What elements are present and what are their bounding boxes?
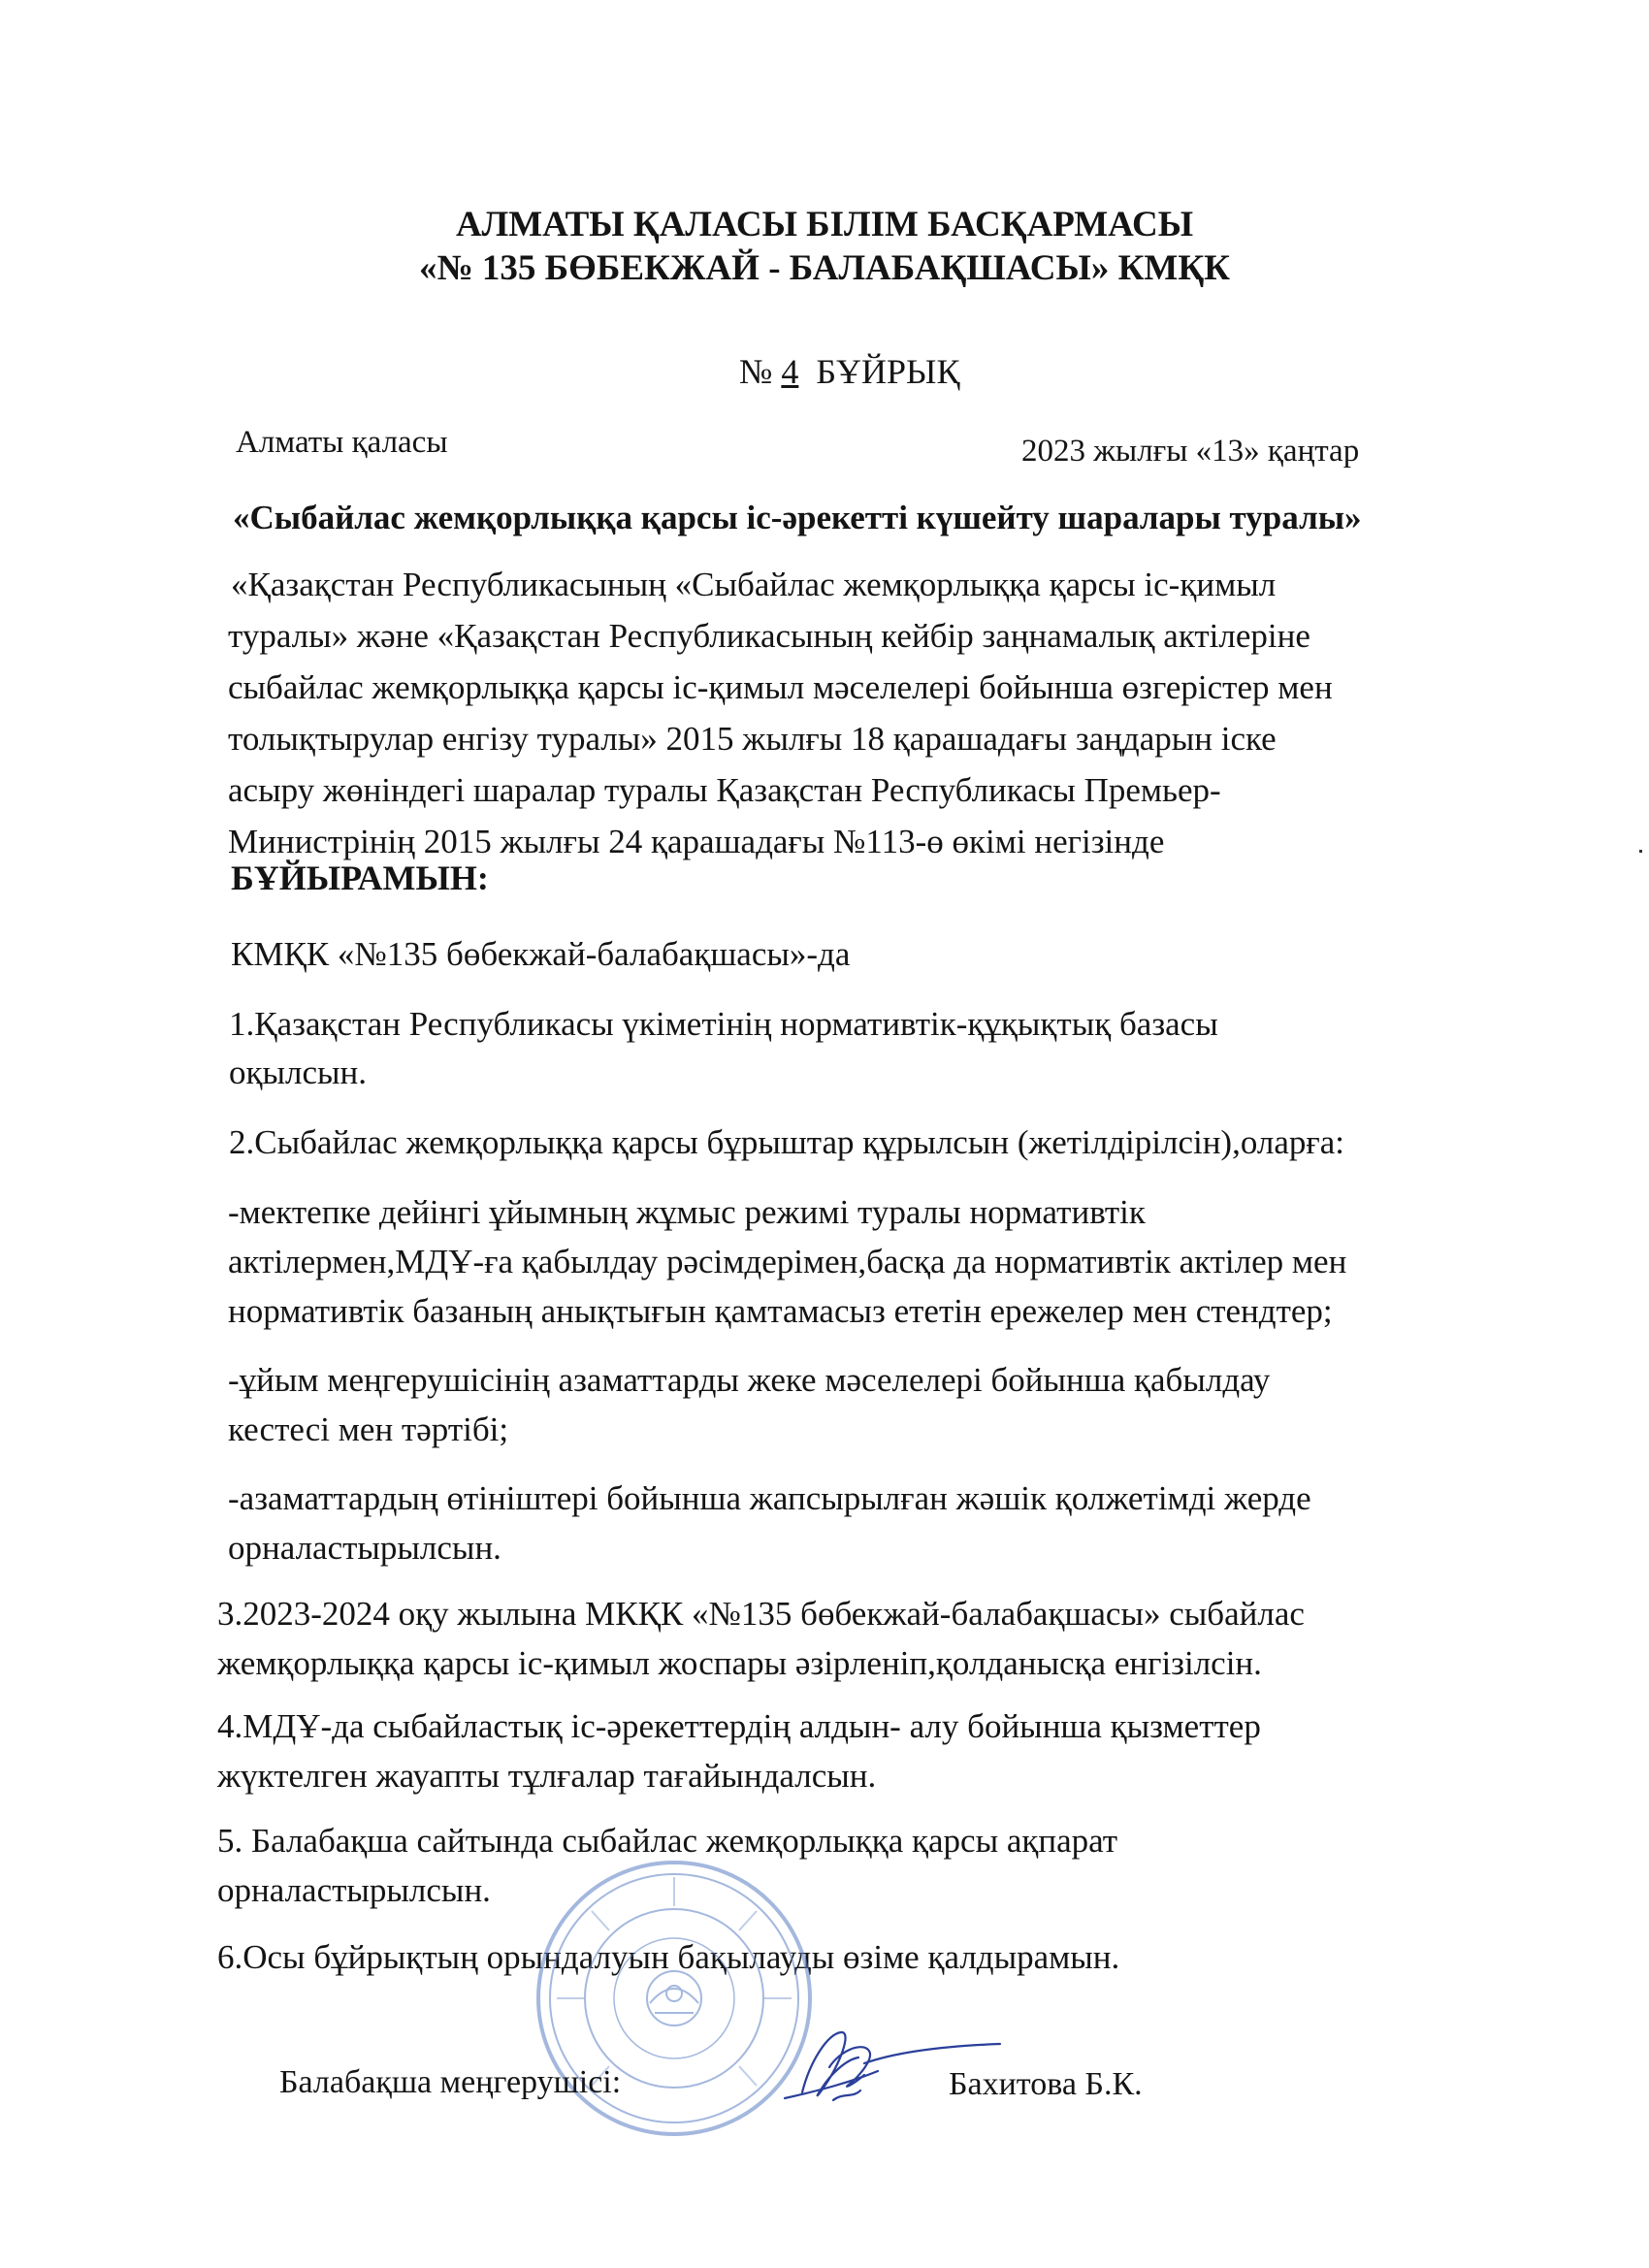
item-2c-line: орналастырылсын.: [228, 1529, 501, 1567]
preamble-line: сыбайлас жемқорлыққа қарсы іс-қимыл мәселелері бойынша өзгерістер мен: [228, 668, 1333, 706]
item-5-line: 5. Балабақша сайтында сыбайлас жемқорлыққа қарсы ақпарат: [217, 1822, 1118, 1860]
city-label: Алматы қаласы: [236, 425, 448, 460]
stamp-emblem-icon: [647, 1971, 701, 2025]
preamble-line: Министрінің 2015 жылғы 24 қарашадағы №113-ө өкімі негізінде: [228, 823, 1165, 860]
order-subject: «Сыбайлас жемқорлыққа қарсы іс-әрекетті күшейту шаралары туралы»: [233, 499, 1362, 536]
signatory-name: Бахитова Б.К.: [949, 2066, 1143, 2102]
item-1-line: оқылсын.: [229, 1053, 368, 1091]
header-institution: «№ 135 БӨБЕКЖАЙ - БАЛАБАҚШАСЫ» КМҚК: [418, 248, 1231, 288]
item-2c-line: -азаматтардың өтініштері бойынша жапсырылған жәшік қолжетімді жерде: [228, 1479, 1311, 1517]
item-2a-line: -мектепке дейінгі ұйымның жұмыс режимі туралы нормативтік: [228, 1193, 1146, 1231]
order-heading: [739, 354, 959, 389]
order-word: БҰЙЫРАМЫН:: [231, 859, 489, 897]
preamble-line: асыру жөніндегі шаралар туралы Қазақстан Республикасы Премьер-: [228, 771, 1221, 809]
item-4-line: 4.МДҰ-да сыбайластық іс-әрекеттердің алдын- алу бойынша қызметтер: [217, 1707, 1261, 1745]
preamble-line: туралы» және «Қазақстан Республикасының кейбір заңнамалық актілеріне: [228, 617, 1310, 655]
scan-speck: [1639, 850, 1642, 853]
order-date: 2023 жылғы «13» қаңтар: [1021, 434, 1360, 469]
item-2-line: 2.Сыбайлас жемқорлыққа қарсы бұрыштар құрылсын (жетілдірілсін),оларға:: [229, 1123, 1344, 1161]
order-title: БҰЙРЫҚ: [816, 352, 960, 391]
intro-line: КМҚК «№135 бөбекжай-балабақшасы»-да: [231, 935, 851, 973]
preamble-line: «Қазақстан Республикасының «Сыбайлас жемқорлыққа қарсы іс-қимыл: [231, 566, 1277, 603]
preamble-line: толықтырулар енгізу туралы» 2015 жылғы 18 қарашадағы заңдарын іске: [228, 720, 1277, 758]
item-2a-line: нормативтік базаның анықтығын қамтамасыз ететін ережелер мен стендтер;: [228, 1292, 1333, 1330]
item-5-line: орналастырылсын.: [217, 1871, 491, 1909]
item-2b-line: кестесі мен тәртібі;: [228, 1410, 509, 1448]
signatory-position: Балабақша меңгерушісі:: [279, 2064, 622, 2100]
item-1-line: 1.Қазақстан Республикасы үкіметінің нормативтік-құқықтық базасы: [229, 1005, 1218, 1043]
header-department: АЛМАТЫ ҚАЛАСЫ БІЛІМ БАСҚАРМАСЫ: [455, 205, 1194, 244]
item-3-line: жемқорлыққа қарсы іс-қимыл жоспары әзірленіп,қолданысқа енгізілсін.: [217, 1644, 1262, 1682]
order-number: 4: [781, 352, 799, 391]
order-number-prefix: №: [739, 352, 782, 391]
item-2a-line: актілермен,МДҰ-ға қабылдау рәсімдерімен,басқа да нормативтік актілер мен: [228, 1243, 1347, 1280]
item-6-line: 6.Осы бұйрықтың орындалуын бақылауды өзіме қалдырамын.: [217, 1938, 1120, 1976]
item-3-line: 3.2023-2024 оқу жылына МКҚК «№135 бөбекжай-балабақшасы» сыбайлас: [217, 1595, 1305, 1633]
item-2b-line: -ұйым меңгерушісінің азаматтарды жеке мәселелері бойынша қабылдау: [228, 1361, 1271, 1399]
item-4-line: жүктелген жауапты тұлғалар тағайындалсын.: [217, 1757, 877, 1795]
